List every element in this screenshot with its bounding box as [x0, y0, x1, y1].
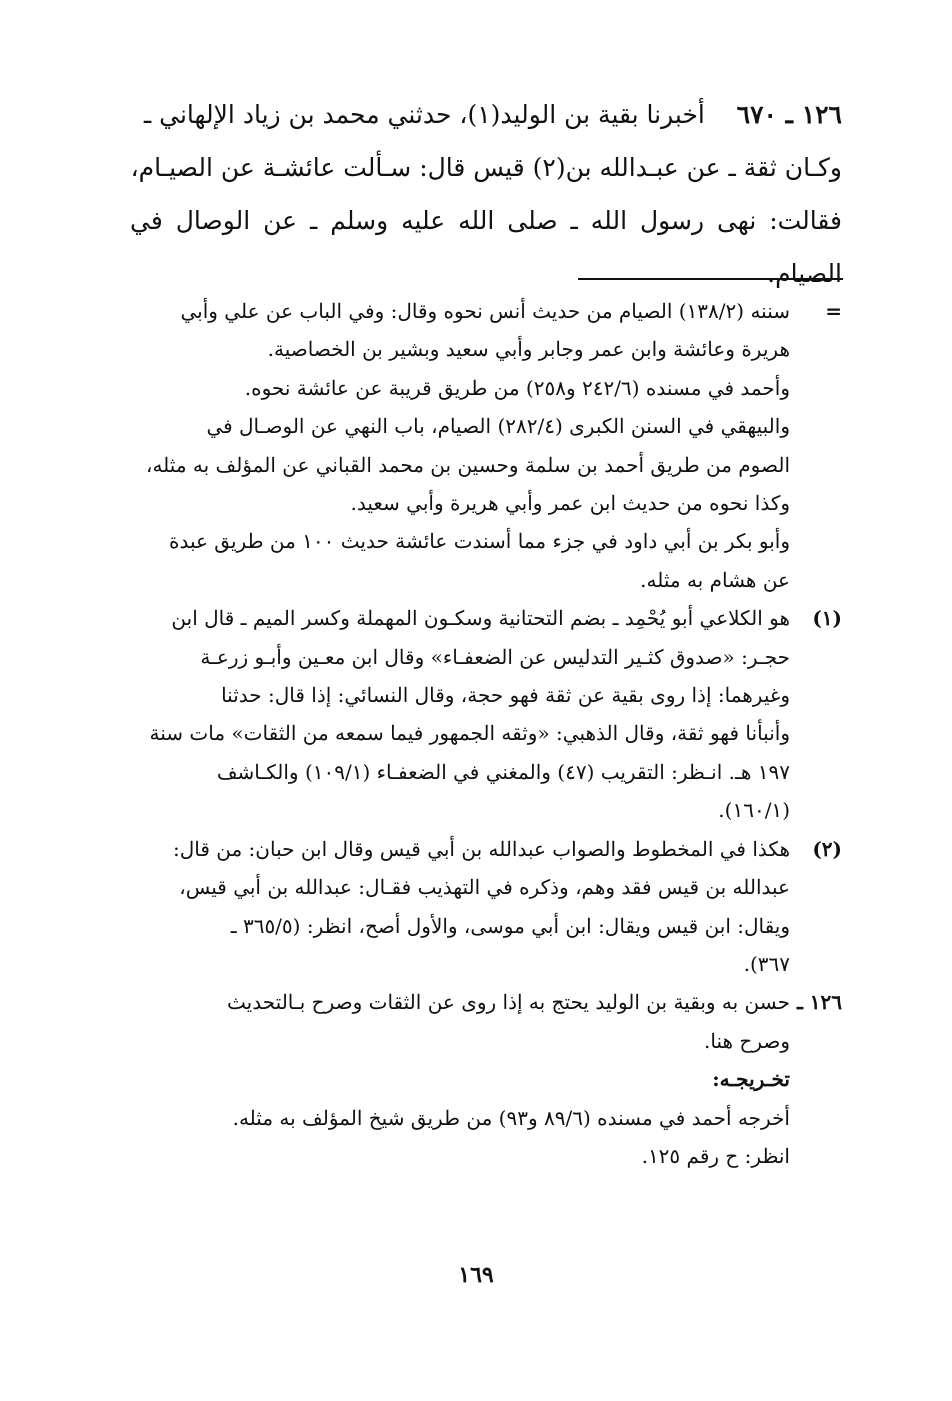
takhrij-heading: تخـريجـه: [712, 1067, 790, 1092]
continuation-marker: = [825, 299, 842, 323]
footnote-marker: (٢) [812, 836, 842, 861]
hadith-text [130, 88, 842, 300]
footnote-1 [130, 599, 842, 829]
footnote-separator [578, 278, 843, 280]
page-number: ١٦٩ [458, 1262, 494, 1288]
footnote-body: سننه (١٣٨/٢) الصيام من حديث أنس نحوه وقال: وفي الباب عن علي وأبي هريرة وعائشة وابن عمر وجابر وأبي سعيد وبشير بن الخصاصية. وأحمد في مسنده (٢٤٢/٦ و٢٥٨) من طريق قريبة عن عائشة نحوه. والبيهقي في السنن الكبرى (٢٨٢/٤) الصيام، باب النهي عن الوصـال في الصوم من طريق أحمد بن سلمة وحسين بن محمد القباني عن المؤلف به مثله، وكذا نحوه من حديث ابن عمر وأبي هريرة وأبي سعيد. وأبو بكر بن أبي داود في جزء مما أسندت عائشة حديث ١٠٠ من طريق عبدة عن هشام به مثله. [146, 299, 790, 592]
footnote-marker: (١) [812, 606, 842, 631]
hadith-line: فقالت: نهى رسول الله ـ صلى الله عليه وسلم ـ عن الوصال في الصيام. [130, 206, 842, 288]
grading-body: حسن به وبقية بن الوليد يحتج به إذا روى عن الثقات وصرح بـالتحديث وصرح هنا. تخـريجـه: أخرجه أحمد في مسنده (٨٩/٦ و٩٣) من طريق شيخ المؤلف به مثله. انظر: ح رقم ١٢٥. [130, 983, 790, 1175]
footnote-body: هو الكلاعي أبو يُحْمِد ـ بضم التحتانية وسكـون المهملة وكسر الميم ـ قال ابن حجـر: «صدوق كثـير التدليس عن الضعفـاء» وقال ابن معـين وأبـو زرعـة وغيرهما: إذا روى بقية عن ثقة فهو حجة، وقال النسائي: إذا قال: حدثنا وأنبأنا فهو ثقة، وقال الذهبي: «وثقه الجمهور فيما سمعه من الثقات» مات سنة ١٩٧ هـ. انـظر: التقريب (٤٧) والمغني في الضعفـاء (١٠٩/١) والكـاشف (١٦٠/١). [149, 606, 790, 823]
hadith-line: وكـان ثقة ـ عن عبـدالله بن(٢) قيس قال: سـألت عائشـة عن الصيـام، [130, 153, 842, 182]
footnote-body: هكذا في المخطوط والصواب عبدالله بن أبي قيس وقال ابن حبان: من قال: عبدالله بن قيس فقد وهم، وذكره في التهذيب فقـال: عبدالله بن أبي قيس، ويقال: ابن قيس ويقال: ابن أبي موسى، والأول أصح، انظر: (٣٦٥/٥ ـ ٣٦٧). [172, 836, 790, 976]
footnotes [130, 292, 842, 1175]
grading-note [130, 983, 842, 1175]
grading-marker: ١٢٦ ـ [796, 990, 842, 1015]
footnote-continuation [130, 292, 842, 599]
footnote-2 [130, 830, 842, 984]
hadith-line: ١٢٦ ـ ٦٧٠ أخبرنا بقية بن الوليد(١)، حدثني محمد بن زياد الإلهاني ـ [143, 100, 842, 129]
hadith-number: ١٢٦ ـ ٦٧٠ [736, 100, 842, 129]
